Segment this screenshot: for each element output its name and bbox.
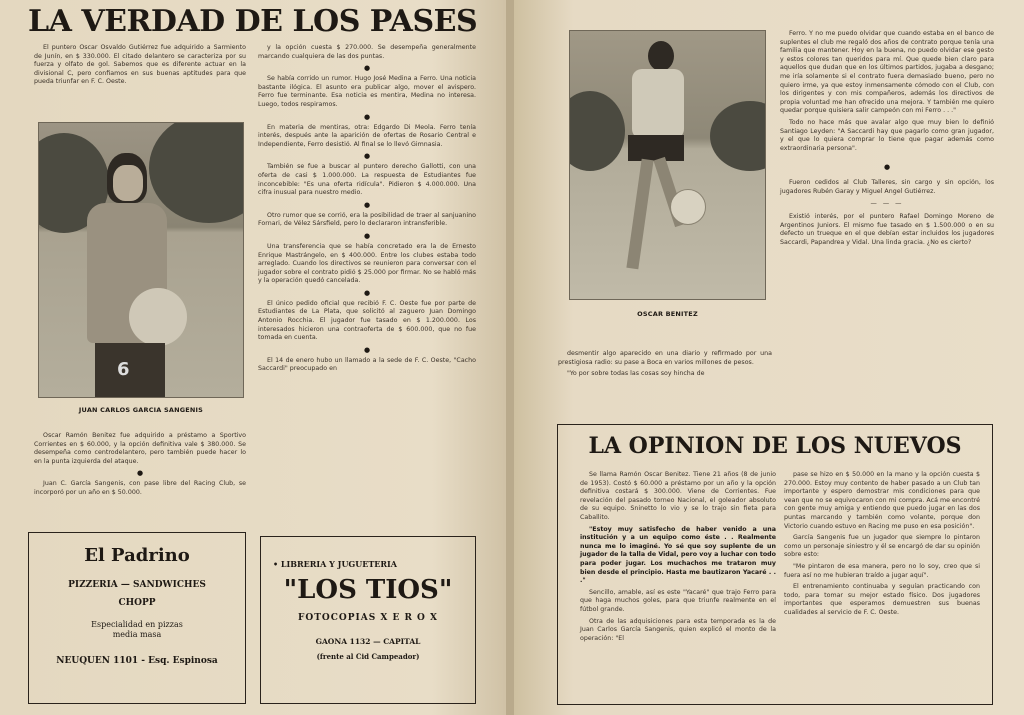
- ad-line: media masa: [112, 630, 162, 639]
- bullet: ●: [363, 64, 371, 73]
- photo-caption: OSCAR BENITEZ: [637, 310, 698, 318]
- paragraph: "Me pintaron de esa manera, pero no lo soy, creo que si fuera así no me hubieran traído a jugar aquí".: [784, 562, 980, 579]
- bullet: ●: [136, 469, 144, 478]
- ad-line: Especialidad en pizzas: [91, 620, 183, 629]
- bullet: ●: [363, 200, 371, 209]
- bullet: ●: [363, 152, 371, 161]
- intro-paragraph: El puntero Oscar Osvaldo Gutiérrez fue adquirido a Sarmiento de Junín, en $ 330.000. El citado delantero se caracteriza por su fuerza y olfato de gol. Sabemos que es diferente actuar en la divisional C, pero confiamos en sus buenas aptitudes para que pueda triunfar en F. C. Oeste.: [34, 44, 246, 86]
- paragraph: pase se hizo en $ 50.000 en la mano y la opción cuesta $ 270.000. Estoy muy contento de haber pasado a un Club tan importante y espero demostrar mis condiciones para que vean que no se equivocaron con mi compra. Acá me encontré con gente muy amiga y entiendo que puedo jugar en las dos puntas marcando y también como volante, porque don Victorio cuando estuvo en Racing me puso en esa posición".: [784, 471, 980, 530]
- paragraph: Existió interés, por el puntero Rafael Domingo Moreno de Argentinos Juniors. El mismo fue tasado en $ 1.500.000 o en su defecto un trueque en el que debían estar incluidos los jugadores Saccardi, Papandrea y Vidal. Una linda gracia. ¿No es cierto?: [780, 213, 994, 246]
- paragraph: Otro rumor que se corrió, era la posibilidad de traer al sanjuanino Fornari, de Vélez Sársfield, pero lo declararon intransferible.: [258, 211, 476, 228]
- paragraph: desmentir algo aparecido en una diario y refirmado por una prestigiosa radio: su pase a Boca en varios millones de pesos.: [558, 350, 772, 366]
- paragraph: García Sangenis fue un jugador que siempre lo pintaron como un personaje siniestro y él se encargó de dar su opinión sobre esto:: [784, 534, 980, 559]
- paragraph: El único pedido oficial que recibió F. C. Oeste fue por parte de Estudiantes de La Plata, que solicitó al zaguero Juan Domingo Antonio Rocchia. El jugador fue tasado en $ 1.200.000. Los interesados hicieron una contraoferta de $ 600.000, que no fue tomada en cuenta.: [258, 299, 476, 342]
- ad-los-tios: [260, 536, 476, 704]
- rumors-column: [258, 44, 476, 377]
- transfers-column-bottom: [34, 432, 246, 501]
- paragraph: Juan C. García Sangenis, con pase libre del Racing Club, se incorporó por un año en $ 50.000.: [34, 480, 246, 496]
- player-head: [648, 41, 674, 71]
- ad-line: CHOPP: [118, 598, 156, 608]
- paragraph: También se fue a buscar al puntero derecho Gallotti, con una oferta de casi $ 1.000.000. La respuesta de Estudiantes fue inconcebible: "Es una oferta ridícula". Pidieron $ 4.000.000. Una cifra inusual para nuestro medio.: [258, 163, 476, 197]
- page-gutter: [506, 0, 514, 715]
- paragraph: El 14 de enero hubo un llamado a la sede de F. C. Oeste, "Cacho Saccardi" preocupado en: [258, 356, 476, 373]
- bullet: ●: [363, 231, 371, 240]
- intro-column: [34, 44, 246, 90]
- section-dash: — — —: [870, 199, 904, 207]
- right-column: [780, 30, 994, 250]
- ad-title: El Padrino: [84, 545, 190, 566]
- paragraph: El entrenamiento continuaba y seguían practicando con todo, para tomar su mejor estado físico. Dos jugadores importantes que esperamos demuestren sus buenas cualidades al servicio de F. C. Oeste.: [784, 583, 980, 616]
- opinion-title: LA OPINION DE LOS NUEVOS: [588, 433, 962, 459]
- opinion-column-1: [580, 471, 776, 646]
- paragraph: Fueron cedidos al Club Talleres, sin cargo y sin opción, los jugadores Rubén Garay y Miguel Angel Gutiérrez.: [780, 179, 994, 195]
- player-leg: [626, 159, 653, 270]
- paragraph: Otra de las adquisiciones para esta temporada es la de Juan Carlos García Sangenis, quien explicó el monto de la operación: "El: [580, 617, 776, 642]
- photo-tree: [569, 91, 625, 171]
- photo-tree: [710, 101, 766, 171]
- paragraph: Ferro. Y no me puedo olvidar que cuando estaba en el banco de suplentes el club me regaló dos años de contrato porque tenía una familia que mantener. Hoy en la buena, no puedo olvidar ese gesto y estos colores tan queridos para mí. Que quede bien claro para aquellos que dudan que en los últimos partidos, jugaba a desgano; me iría solamente si el contrato fuera demasiado bueno, pero no quiero irme, ya que estoy inmensamente cómodo con el Club, con los dirigentes y con mis compañeros, además los directivos de propia voluntad me han ofrecido una mejora. Y también me quiero quedar porque quisiera salir campeón con mi Ferro . . .": [780, 30, 994, 115]
- paragraph: En materia de mentiras, otra: Edgardo Di Meola. Ferro tenía interés, después ante la aparición de ofertas de Rosario Central e Independiente, Ferro desistió. Al final se lo llevó Gimnasia.: [258, 123, 476, 148]
- photo-garcia-sangenis: [38, 122, 244, 398]
- bullet: ●: [363, 288, 371, 297]
- player-shorts: [628, 135, 684, 161]
- page-headline: LA VERDAD DE LOS PASES: [28, 4, 478, 39]
- paragraph: "Yo por sobre todas las cosas soy hincha de: [567, 370, 705, 378]
- photo-caption: JUAN CARLOS GARCIA SANGENIS: [78, 406, 204, 414]
- paragraph: Todo no hace más que avalar algo que muy bien lo definió Santiago Leyden: "A Saccardi hay que pagarlo como gran jugador, y el que lo quiera comprar lo tiene que pagar además como extraordinaria persona".: [780, 118, 994, 152]
- ad-kicker: • LIBRERIA Y JUGUETERIA: [273, 559, 397, 569]
- ad-line: FOTOCOPIAS X E R O X: [297, 613, 439, 623]
- ad-address: GAONA 1132 — CAPITAL: [315, 637, 421, 646]
- column-under-photo: [558, 350, 772, 382]
- ad-line: PIZZERIA — SANDWICHES: [68, 580, 206, 590]
- player-face: [113, 165, 143, 201]
- opinion-column-2: [784, 471, 980, 621]
- photo-oscar-benitez: [569, 30, 766, 300]
- paragraph: Oscar Ramón Benitez fue adquirido a préstamo a Sportivo Corrientes en $ 60.000, y la opción definitiva vale $ 380.000. Se desempeña como centrodelantero, pero también puede hacer lo en la punta izquierda del ataque.: [34, 432, 246, 465]
- paragraph: Se había corrido un rumor. Hugo José Medina a Ferro. Una noticia bastante ilógica. El asunto era publicar algo, mover el avispero. Ferro fue terminante. Esa noticia es mentira, Medina no interesa. Luego, todos respiramos.: [258, 75, 476, 108]
- photo-tree: [149, 122, 244, 223]
- paragraph: Sencillo, amable, así es este "Yacaré" que trajo Ferro para que haga muchos goles, para que triunfe realmente en el fútbol grande.: [580, 588, 776, 613]
- bullet: ●: [363, 345, 371, 354]
- ball: [129, 288, 187, 346]
- paragraph: Se llama Ramón Oscar Benitez. Tiene 21 años (8 de junio de 1953). Costó $ 60.000 a préstamo por un año y la opción definitiva costará $ 300.000. Viene de Corrientes. Fue revelación del pasado torneo Nacional, el goleador absoluto de su equipo. Sninetto lo vio y se lo trajo sin fieta para Caballito.: [580, 471, 776, 521]
- ad-address: NEUQUEN 1101 - Esq. Espinosa: [56, 656, 218, 666]
- player-shirt: [632, 69, 684, 139]
- ad-title: "LOS TIOS": [283, 575, 453, 605]
- opinion-box: [557, 424, 993, 705]
- player-shorts: [95, 343, 165, 398]
- bullet: ●: [883, 163, 891, 172]
- paragraph: Una transferencia que se había concretado era la de Ernesto Enrique Mastrángelo, en $ 400.000. Entre los clubes estaba todo arreglado. Cuando los directivos se reunieron para conversar con el jugador sobre el contrato pidió $ 25.000 por firmar. No se habló más y la operación quedó cancelada.: [258, 242, 476, 285]
- ball: [670, 189, 706, 225]
- jersey-number: 6: [117, 359, 130, 380]
- ad-reference: (frente al Cid Campeador): [316, 652, 420, 661]
- bullet: ●: [363, 112, 371, 121]
- paragraph: y la opción cuesta $ 270.000. Se desempeña generalmente marcando cualquiera de las dos puntas.: [258, 44, 476, 60]
- ad-el-padrino: [28, 532, 246, 704]
- quote-paragraph: "Estoy muy satisfecho de haber venido a una institución y a un equipo como éste . . Realmente nunca me lo imaginé. Yo sé que soy suplente de un jugador de la talla de Vidal, pero voy a luchar con todo para poder jugar. Los muchachos me trataron muy bien desde el principio. Hasta me bautizaron Yacaré . . .": [580, 525, 776, 585]
